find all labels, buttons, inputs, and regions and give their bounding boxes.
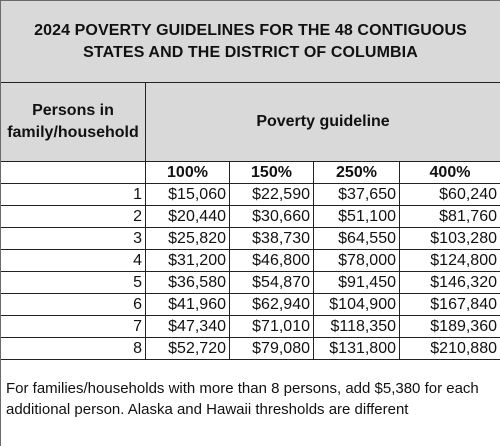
percent-header: 100% bbox=[146, 162, 230, 184]
percent-header: 400% bbox=[400, 162, 500, 184]
guideline-value-cell: $31,200 bbox=[146, 250, 230, 272]
guideline-header bbox=[146, 83, 500, 162]
data-grid bbox=[1, 162, 500, 361]
guideline-value-cell: $62,940 bbox=[230, 294, 314, 316]
guideline-value-cell: $54,870 bbox=[230, 272, 314, 294]
guideline-value-cell: $37,650 bbox=[314, 184, 400, 206]
guideline-value-cell: $22,590 bbox=[230, 184, 314, 206]
guideline-value-cell: $46,800 bbox=[230, 250, 314, 272]
guideline-value-cell: $36,580 bbox=[146, 272, 230, 294]
persons-cell: 5 bbox=[1, 272, 146, 294]
percent-header: 250% bbox=[314, 162, 400, 184]
persons-header bbox=[1, 83, 146, 162]
guideline-value-cell: $167,840 bbox=[400, 294, 500, 316]
guideline-value-cell: $38,730 bbox=[230, 228, 314, 250]
persons-header-label: Persons in family/household bbox=[7, 102, 139, 141]
percent-header: 150% bbox=[230, 162, 314, 184]
guideline-value-cell: $146,320 bbox=[400, 272, 500, 294]
guideline-value-cell: $47,340 bbox=[146, 316, 230, 338]
guideline-value-cell: $81,760 bbox=[400, 206, 500, 228]
guideline-value-cell: $15,060 bbox=[146, 184, 230, 206]
guideline-value-cell: $64,550 bbox=[314, 228, 400, 250]
persons-cell: 6 bbox=[1, 294, 146, 316]
persons-cell: 3 bbox=[1, 228, 146, 250]
header-blank-cell bbox=[1, 162, 146, 184]
title-banner bbox=[1, 1, 500, 83]
persons-cell: 8 bbox=[1, 338, 146, 360]
guideline-value-cell: $30,660 bbox=[230, 206, 314, 228]
guideline-value-cell: $51,100 bbox=[314, 206, 400, 228]
guideline-value-cell: $189,360 bbox=[400, 316, 500, 338]
guideline-value-cell: $124,800 bbox=[400, 250, 500, 272]
guideline-header-label: Poverty guideline bbox=[256, 113, 390, 130]
table-title: 2024 POVERTY GUIDELINES FOR THE 48 CONTIGUOUS STATES AND THE DISTRICT OF COLUMBIA bbox=[34, 21, 467, 61]
guideline-value-cell: $52,720 bbox=[146, 338, 230, 360]
guideline-value-cell: $41,960 bbox=[146, 294, 230, 316]
guideline-value-cell: $210,880 bbox=[400, 338, 500, 360]
guideline-value-cell: $71,010 bbox=[230, 316, 314, 338]
persons-cell: 4 bbox=[1, 250, 146, 272]
persons-cell: 2 bbox=[1, 206, 146, 228]
guideline-value-cell: $91,450 bbox=[314, 272, 400, 294]
footnote: For families/households with more than 8 persons, add $5,380 for each additional person. Alaska and Hawaii thresholds are different bbox=[6, 380, 479, 418]
guideline-value-cell: $60,240 bbox=[400, 184, 500, 206]
guideline-value-cell: $25,820 bbox=[146, 228, 230, 250]
persons-cell: 7 bbox=[1, 316, 146, 338]
guideline-value-cell: $104,900 bbox=[314, 294, 400, 316]
guideline-value-cell: $131,800 bbox=[314, 338, 400, 360]
guideline-value-cell: $78,000 bbox=[314, 250, 400, 272]
guideline-value-cell: $20,440 bbox=[146, 206, 230, 228]
guideline-value-cell: $118,350 bbox=[314, 316, 400, 338]
guideline-value-cell: $79,080 bbox=[230, 338, 314, 360]
guideline-value-cell: $103,280 bbox=[400, 228, 500, 250]
persons-cell: 1 bbox=[1, 184, 146, 206]
